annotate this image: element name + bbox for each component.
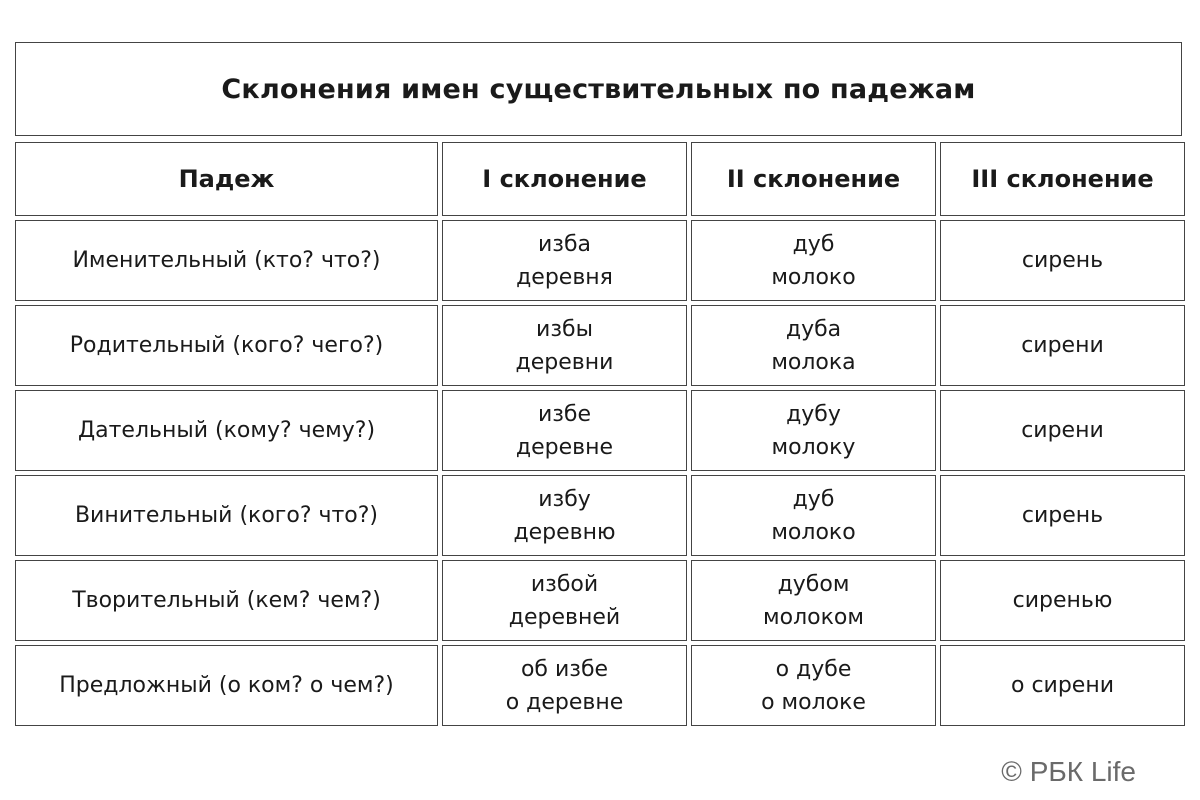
case-cell <box>15 560 438 641</box>
word-form: дубом <box>777 571 850 597</box>
word-form: сирень <box>1021 248 1104 273</box>
word-form: о дубе <box>775 656 852 682</box>
word-form: дуб <box>792 231 835 257</box>
word-form: о молоке <box>761 689 866 715</box>
case-label: Родительный (кого? чего?) <box>69 333 384 358</box>
decl-1-cell <box>442 645 687 726</box>
table-title: Склонения имен существительных по падежам <box>221 73 976 105</box>
decl-2-cell <box>691 390 936 471</box>
case-label: Творительный (кем? чем?) <box>72 588 381 613</box>
word-form: молоко <box>771 264 856 290</box>
word-form: о деревне <box>505 689 624 715</box>
decl-3-cell <box>940 220 1185 301</box>
declension-table <box>15 142 1185 726</box>
word-form: изба <box>537 231 592 257</box>
decl-1-cell <box>442 560 687 641</box>
decl-3-cell <box>940 475 1185 556</box>
copyright-watermark: © РБК Life <box>1001 756 1136 787</box>
word-form: молоку <box>771 434 856 460</box>
decl-3-cell <box>940 305 1185 386</box>
decl-1-cell <box>442 220 687 301</box>
word-form: молока <box>771 349 856 375</box>
decl-2-cell <box>691 560 936 641</box>
title-box <box>15 42 1182 136</box>
word-form: избе <box>537 401 592 427</box>
word-form: деревней <box>508 604 621 630</box>
word-form: об избе <box>520 656 609 682</box>
case-label: Дательный (кому? чему?) <box>77 418 376 443</box>
word-form: дуба <box>785 316 842 342</box>
decl-3-cell <box>940 390 1185 471</box>
word-form: о сирени <box>1010 673 1115 698</box>
case-label: Предложный (о ком? о чем?) <box>59 673 394 698</box>
decl-3-cell <box>940 560 1185 641</box>
word-form: сиренью <box>1012 588 1113 613</box>
word-form: избу <box>538 486 591 512</box>
case-label: Именительный (кто? что?) <box>72 248 381 273</box>
word-form: деревни <box>515 349 614 375</box>
word-form: сирени <box>1021 418 1104 443</box>
decl-2-cell <box>691 645 936 726</box>
case-cell <box>15 305 438 386</box>
case-cell <box>15 645 438 726</box>
word-form: сирени <box>1021 333 1104 358</box>
decl-1-cell <box>442 475 687 556</box>
case-cell <box>15 390 438 471</box>
decl-1-cell <box>442 305 687 386</box>
word-form: деревня <box>516 264 613 290</box>
decl-2-cell <box>691 220 936 301</box>
header-decl-3: III склонение <box>940 142 1185 216</box>
word-form: дуб <box>792 486 835 512</box>
word-form: избы <box>536 316 593 342</box>
decl-2-cell <box>691 475 936 556</box>
header-case: Падеж <box>15 142 438 216</box>
case-label: Винительный (кого? что?) <box>74 503 379 528</box>
case-cell <box>15 220 438 301</box>
word-form: сирень <box>1021 503 1104 528</box>
decl-2-cell <box>691 305 936 386</box>
word-form: молоко <box>771 519 856 545</box>
word-form: молоком <box>763 604 864 630</box>
header-decl-2: II склонение <box>691 142 936 216</box>
word-form: избой <box>530 571 599 597</box>
word-form: деревню <box>513 519 616 545</box>
decl-3-cell <box>940 645 1185 726</box>
word-form: деревне <box>515 434 614 460</box>
header-decl-1: I склонение <box>442 142 687 216</box>
decl-1-cell <box>442 390 687 471</box>
word-form: дубу <box>786 401 841 427</box>
case-cell <box>15 475 438 556</box>
